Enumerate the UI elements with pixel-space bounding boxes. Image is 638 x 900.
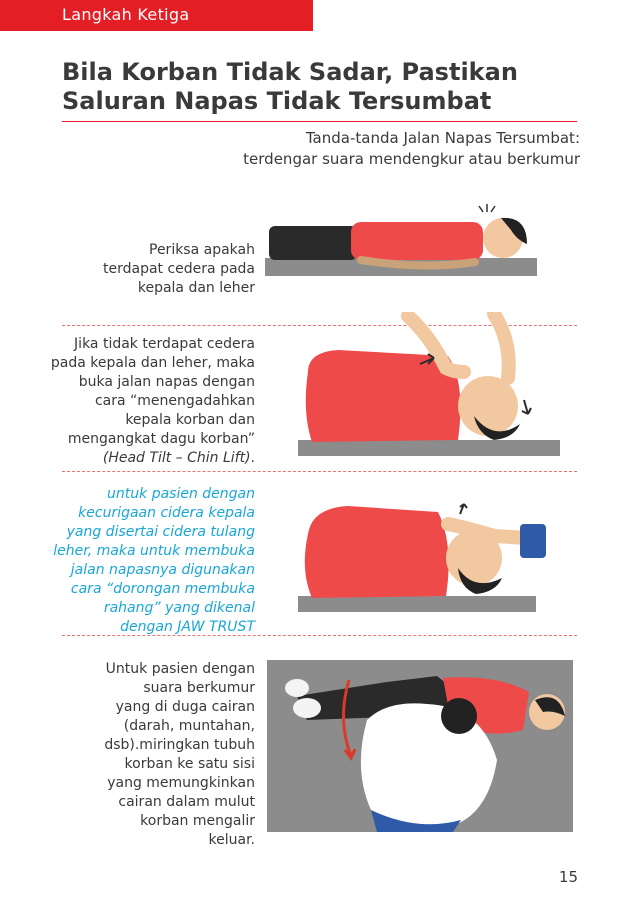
- floor-mat: [298, 596, 536, 612]
- victim-legs: [269, 226, 357, 260]
- caption-line: jalan napasnya digunakan: [70, 562, 255, 578]
- caption-line: yang memungkinkan: [107, 775, 255, 791]
- caption-line: buka jalan napas dengan: [78, 374, 255, 390]
- arrow-icon: [460, 504, 467, 514]
- victim-shoe: [293, 698, 321, 718]
- caption-line: kepala dan leher: [137, 280, 255, 296]
- caption-line: yang di duga cairan: [115, 699, 255, 715]
- caption-line: yang disertai cidera tulang: [66, 524, 255, 540]
- caption-line: cara “menengadahkan: [94, 393, 255, 409]
- airway-signs: [243, 128, 580, 170]
- arrow-icon: [522, 400, 531, 414]
- caption-line: Periksa apakah: [149, 242, 255, 258]
- illustration-recovery-position: [267, 660, 573, 832]
- rescuer-head: [441, 698, 477, 734]
- rescuer-hand-chin: [494, 314, 509, 378]
- page-title: Bila Korban Tidak Sadar, Pastikan Saluran Napas Tidak Tersumbat: [62, 58, 518, 115]
- caption-line: mengangkat dagu korban”: [67, 431, 255, 447]
- victim-shirt: [305, 506, 449, 598]
- illustration-jaw-thrust: [298, 494, 548, 618]
- floor-mat: [298, 440, 560, 456]
- victim-shirt: [351, 222, 483, 260]
- caption-line: terdapat cedera pada: [102, 261, 255, 277]
- step-label: Langkah Ketiga: [62, 5, 190, 24]
- caption-line: Jika tidak terdapat cedera: [74, 336, 255, 352]
- title-underline: [62, 121, 577, 122]
- caption-line: keluar.: [208, 832, 255, 848]
- caption-line: pada kepala dan leher, maka: [50, 355, 255, 371]
- airway-signs-description: terdengar suara mendengkur atau berkumur: [243, 150, 580, 168]
- caption-jaw-thrust: [53, 485, 255, 637]
- divider: [62, 635, 577, 636]
- page-number: 15: [558, 868, 578, 886]
- rescuer-sleeve: [520, 524, 546, 558]
- caption-line: dsb).miringkan tubuh: [104, 737, 255, 753]
- divider: [62, 471, 577, 472]
- caption-head-tilt-chin-lift: [51, 335, 255, 468]
- caption-technique-name: (Head Tilt – Chin Lift): [102, 450, 251, 466]
- caption-line: Untuk pasien dengan: [105, 661, 255, 677]
- caption-line: cara “dorongan membuka: [70, 581, 255, 597]
- caption-recovery-position: [104, 660, 255, 850]
- caption-line: dengan JAW TRUST: [120, 619, 255, 635]
- caption-line: rahang” yang dikenal: [103, 600, 255, 616]
- caption-line: suara berkumur: [143, 680, 255, 696]
- caption-line: (darah, muntahan,: [123, 718, 255, 734]
- illustration-lying-victim: [265, 200, 545, 290]
- victim-head: [458, 376, 518, 436]
- caption-line: untuk pasien dengan: [107, 486, 255, 502]
- caption-line: kecurigaan cidera kepala: [78, 505, 255, 521]
- caption-line: korban ke satu sisi: [124, 756, 255, 772]
- caption-line: [51, 449, 255, 468]
- caption-check-injury: [103, 241, 255, 298]
- caption-line: leher, maka untuk membuka: [53, 543, 255, 559]
- breath-lines: [479, 204, 495, 212]
- caption-period: .: [250, 450, 255, 466]
- step-banner: [0, 0, 313, 31]
- victim-shoe: [285, 679, 309, 697]
- airway-signs-heading: Tanda-tanda Jalan Napas Tersumbat:: [305, 129, 580, 147]
- caption-line: korban mengalir: [140, 813, 255, 829]
- caption-line: cairan dalam mulut: [118, 794, 255, 810]
- illustration-head-tilt: [298, 312, 578, 462]
- caption-line: kepala korban dan: [125, 412, 255, 428]
